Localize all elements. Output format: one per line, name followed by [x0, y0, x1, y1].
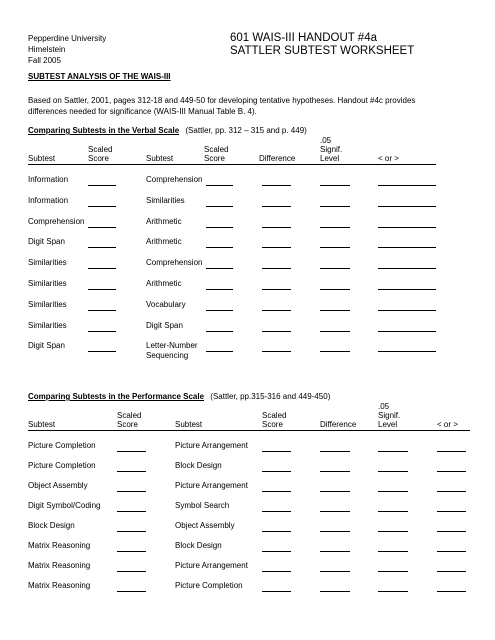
scaled-label-1: Scaled [88, 145, 113, 154]
difference-col-header: Difference [259, 154, 296, 163]
difference-field[interactable] [320, 511, 350, 512]
scaled-score-a-field[interactable] [88, 268, 116, 269]
difference-col-header: Difference [320, 420, 357, 429]
subtest-b-label: Letter-Number [146, 341, 198, 351]
subtest-b-label: Similarities [146, 195, 185, 205]
header-institution: Pepperdine University [28, 34, 107, 43]
difference-field[interactable] [262, 247, 291, 248]
subtest-b-label: Arithmetic [146, 237, 182, 247]
subtest-a-label: Block Design [28, 521, 75, 530]
subtest-b-label: Vocabulary [146, 299, 186, 309]
scaled-score-a-field[interactable] [88, 247, 116, 248]
signif-level-field[interactable] [320, 310, 350, 311]
scaled-score-a-field[interactable] [117, 551, 146, 552]
signif-label-1: .05 [320, 136, 332, 145]
scaled-score-b-field[interactable] [206, 206, 233, 207]
performance-section-title: Comparing Subtests in the Performance Scale [28, 392, 205, 401]
difference-field[interactable] [320, 491, 350, 492]
subtest-col-header-1: Subtest [28, 154, 56, 163]
subtest-a-label: Similarities [28, 279, 67, 288]
subtest-b-label: Picture Arrangement [175, 481, 248, 490]
difference-field[interactable] [320, 571, 350, 572]
comparison-field[interactable] [437, 591, 466, 592]
scaled-score-b-field[interactable] [262, 491, 291, 492]
subtest-a-label: Matrix Reasoning [28, 541, 91, 550]
subtest-a-label: Similarities [28, 299, 67, 309]
difference-field[interactable] [262, 331, 291, 332]
subtest-b-label: Digit Span [146, 320, 183, 330]
comparison-field[interactable] [378, 331, 436, 332]
scaled-score-a-field[interactable] [117, 591, 146, 592]
scaled-score-b-field[interactable] [262, 531, 291, 532]
subtest-b-label: Object Assembly [175, 521, 235, 530]
header-underline [28, 430, 470, 431]
scaled-score-a-field[interactable] [117, 491, 146, 492]
subtest-b-label: Picture Arrangement [175, 441, 248, 450]
scaled-score-b-field[interactable] [206, 289, 233, 290]
scaled-score-a-field[interactable] [88, 206, 116, 207]
comparison-field[interactable] [437, 471, 466, 472]
signif-level-field[interactable] [378, 531, 408, 532]
subtest-b-label: Arithmetic [146, 279, 182, 288]
worksheet-title: SATTLER SUBTEST WORKSHEET [230, 45, 415, 57]
scaled-score-b-field[interactable] [206, 331, 233, 332]
comparison-field[interactable] [437, 551, 466, 552]
subtest-a-label: Object Assembly [28, 481, 88, 490]
signif-level-field[interactable] [378, 511, 408, 512]
comparison-field[interactable] [378, 289, 436, 290]
scaled-score-a-field[interactable] [88, 310, 116, 311]
scaled-score-a-field[interactable] [117, 451, 146, 452]
subtest-a-label: Similarities [28, 258, 67, 268]
subtest-col-header-1: Subtest [28, 420, 56, 429]
performance-section-ref: (Sattler, pp.315-316 and 449-450) [210, 392, 331, 401]
signif-level-field[interactable] [378, 591, 408, 592]
scaled-score-a-field[interactable] [117, 571, 146, 572]
scaled-score-a-field[interactable] [88, 185, 116, 186]
signif-level-field[interactable] [378, 491, 408, 492]
verbal-section-ref: (Sattler, pp. 312 – 315 and p. 449) [185, 126, 307, 135]
difference-field[interactable] [262, 351, 291, 352]
signif-level-field[interactable] [320, 268, 350, 269]
subtest-b-label: Symbol Search [175, 501, 230, 510]
difference-field[interactable] [320, 591, 350, 592]
subtest-a-label: Information [28, 175, 69, 184]
comparison-field[interactable] [378, 247, 436, 248]
comparison-field[interactable] [378, 310, 436, 311]
signif-label-2: Signif. [320, 145, 343, 154]
signif-label-1: .05 [378, 402, 390, 411]
signif-level-field[interactable] [378, 571, 408, 572]
difference-field[interactable] [262, 289, 291, 290]
performance-section-heading [28, 392, 330, 402]
scaled-score-a-field[interactable] [117, 471, 146, 472]
scaled-score-b-field[interactable] [206, 185, 233, 186]
subtest-a-label: Information [28, 195, 69, 205]
header-underline [28, 164, 436, 165]
score-label-1: Score [88, 154, 109, 163]
verbal-section-heading [28, 126, 307, 136]
scaled-score-a-field[interactable] [88, 227, 116, 228]
subtest-col-header-2: Subtest [146, 154, 174, 163]
signif-level-field[interactable] [320, 185, 350, 186]
signif-level-field[interactable] [320, 206, 350, 207]
comparison-field[interactable] [378, 185, 436, 186]
subtest-b-label: Arithmetic [146, 216, 182, 226]
scaled-score-b-field[interactable] [206, 227, 233, 228]
subtest-b-label: Block Design [175, 461, 222, 470]
comparison-field[interactable] [378, 227, 436, 228]
scaled-score-a-field[interactable] [88, 331, 116, 332]
scaled-score-b-field[interactable] [262, 511, 291, 512]
handout-title: 601 WAIS-III HANDOUT #4a [230, 32, 377, 44]
header-instructor: Himelstein [28, 45, 66, 54]
signif-level-field[interactable] [320, 227, 350, 228]
subtest-a-label: Comprehension [28, 216, 85, 226]
subtest-col-header-2: Subtest [175, 420, 203, 429]
subtest-a-label: Picture Completion [28, 461, 96, 470]
scaled-score-b-field[interactable] [206, 310, 233, 311]
score-label-2: Score [262, 420, 283, 429]
difference-field[interactable] [262, 310, 291, 311]
subtest-b-label: Picture Arrangement [175, 561, 248, 570]
compare-col-header: < or > [437, 420, 458, 429]
scaled-score-a-field[interactable] [117, 531, 146, 532]
scaled-score-a-field[interactable] [117, 511, 146, 512]
comparison-field[interactable] [437, 511, 466, 512]
subtest-a-label: Digit Span [28, 341, 65, 351]
subtest-b-label: Picture Completion [175, 581, 243, 590]
score-label-1: Score [117, 420, 138, 429]
scaled-label-1: Scaled [117, 411, 142, 420]
difference-field[interactable] [262, 206, 291, 207]
scaled-score-a-field[interactable] [88, 351, 116, 352]
subtest-a-label: Picture Completion [28, 441, 96, 450]
scaled-score-b-field[interactable] [262, 471, 291, 472]
verbal-section-title: Comparing Subtests in the Verbal Scale [28, 126, 180, 135]
comparison-field[interactable] [437, 531, 466, 532]
scaled-score-b-field[interactable] [262, 571, 291, 572]
difference-field[interactable] [262, 268, 291, 269]
difference-field[interactable] [320, 551, 350, 552]
signif-label-2: Signif. [378, 411, 401, 420]
section-title: SUBTEST ANALYSIS OF THE WAIS-III [28, 72, 171, 81]
signif-level-field[interactable] [320, 247, 350, 248]
intro-line-1: Based on Sattler, 2001, pages 312-18 and 449-50 for developing tentative hypotheses. Handout #4c provides [28, 96, 416, 105]
scaled-label-2: Scaled [204, 145, 229, 154]
signif-level-field[interactable] [378, 471, 408, 472]
subtest-a-label: Matrix Reasoning [28, 561, 91, 570]
difference-field[interactable] [320, 471, 350, 472]
difference-field[interactable] [262, 227, 291, 228]
score-label-2: Score [204, 154, 225, 163]
scaled-score-a-field[interactable] [88, 289, 116, 290]
subtest-a-label: Matrix Reasoning [28, 581, 91, 590]
subtest-a-label: Digit Symbol/Coding [28, 501, 101, 510]
intro-line-2: differences needed for significance (WAIS-III Manual Table B. 4). [28, 107, 257, 116]
scaled-score-b-field[interactable] [262, 451, 291, 452]
comparison-field[interactable] [437, 571, 466, 572]
comparison-field[interactable] [378, 351, 436, 352]
compare-col-header: < or > [378, 154, 399, 163]
signif-level-field[interactable] [320, 351, 350, 352]
subtest-b-label: Comprehension [146, 258, 203, 268]
scaled-score-b-field[interactable] [262, 591, 291, 592]
signif-label-3: Level [320, 154, 340, 163]
difference-field[interactable] [320, 531, 350, 532]
header-term: Fall 2005 [28, 56, 61, 65]
scaled-label-2: Scaled [262, 411, 287, 420]
scaled-score-b-field[interactable] [262, 551, 291, 552]
signif-label-3: Level [378, 420, 398, 429]
scaled-score-b-field[interactable] [206, 247, 233, 248]
difference-field[interactable] [320, 451, 350, 452]
signif-level-field[interactable] [320, 289, 350, 290]
subtest-b-label: Block Design [175, 541, 222, 550]
subtest-b-label: Comprehension [146, 175, 203, 184]
signif-level-field[interactable] [378, 451, 408, 452]
signif-level-field[interactable] [378, 551, 408, 552]
subtest-a-label: Similarities [28, 320, 67, 330]
difference-field[interactable] [262, 185, 291, 186]
scaled-score-b-field[interactable] [206, 268, 233, 269]
subtest-a-label: Digit Span [28, 237, 65, 247]
comparison-field[interactable] [437, 491, 466, 492]
comparison-field[interactable] [378, 206, 436, 207]
comparison-field[interactable] [437, 451, 466, 452]
signif-level-field[interactable] [320, 331, 350, 332]
scaled-score-b-field[interactable] [206, 351, 233, 352]
comparison-field[interactable] [378, 268, 436, 269]
subtest-b-label-line2: Sequencing [146, 351, 189, 361]
